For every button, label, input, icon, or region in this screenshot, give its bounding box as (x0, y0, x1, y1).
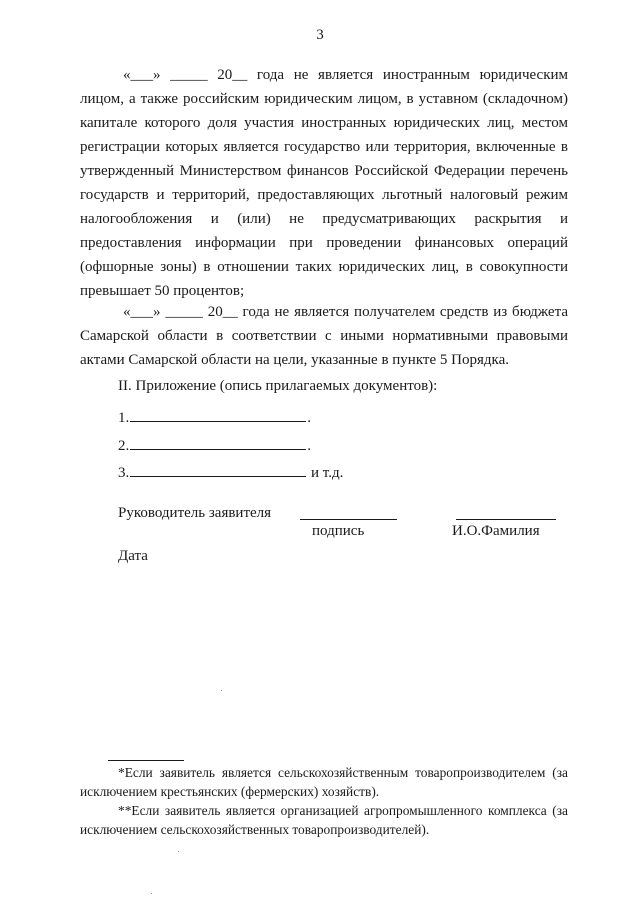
attachment-number: 1. (118, 410, 130, 426)
scan-speck (178, 851, 179, 852)
attachment-item-1 (118, 407, 311, 427)
attachment-number: 3. (118, 465, 130, 481)
attachment-blank-line (130, 462, 306, 477)
name-caption: И.О.Фамилия (452, 523, 540, 539)
attachment-item-2 (118, 435, 311, 455)
paragraph-block-budget (80, 300, 568, 372)
attachment-blank-line (130, 435, 306, 450)
footnote-1: *Если заявитель является сельскохозяйственным товаропроизводителем (за исключением крестьянских (фермерских) хозяйств). (80, 765, 568, 799)
attachment-item-3 (118, 462, 343, 482)
attachment-suffix: и т.д. (307, 465, 344, 481)
applicant-head-label: Руководитель заявителя (118, 505, 272, 521)
attachment-suffix: . (307, 410, 311, 426)
attachment-suffix: . (307, 438, 311, 454)
signature-line (300, 519, 397, 520)
signature-caption: подпись (312, 523, 365, 539)
paragraph-block-foreign-entity (80, 63, 568, 303)
attachments-heading: II. Приложение (опись прилагаемых документов): (118, 378, 438, 394)
name-line (456, 519, 556, 520)
attachment-number: 2. (118, 438, 130, 454)
attachment-blank-line (130, 407, 306, 422)
paragraph-foreign-entity: «___» _____ 20__ года не является иностранным юридическим лицом, а также российским юридическим лицом, в уставном (складочном) капитале которого доля участия иностранных юридических лиц, местом регистрации которых является государство или территория, включенные в утвержденный Министерством финансов Российской Федерации перечень государств и территорий, предоставляющих льготный налоговый режим налогообложения и (или) не предусматривающих раскрытия и предоставления информации при проведении финансовых операций (офшорные зоны) в отношении таких юридических лиц, в совокупности превышает 50 процентов; (80, 67, 568, 299)
paragraph-budget-funds: «___» _____ 20__ года не является получателем средств из бюджета Самарской области в соответствии с иными нормативными правовыми актами Самарской области на цели, указанные в пункте 5 Порядка. (80, 304, 568, 368)
date-label: Дата (118, 548, 148, 564)
footnote-separator (108, 760, 184, 761)
footnotes (80, 763, 568, 839)
scan-speck (221, 690, 222, 691)
page-number: 3 (316, 27, 324, 43)
scan-speck (151, 893, 152, 894)
footnote-2: **Если заявитель является организацией агропромышленного комплекса (за исключением сельскохозяйственных товаропроизводителей). (80, 803, 568, 837)
